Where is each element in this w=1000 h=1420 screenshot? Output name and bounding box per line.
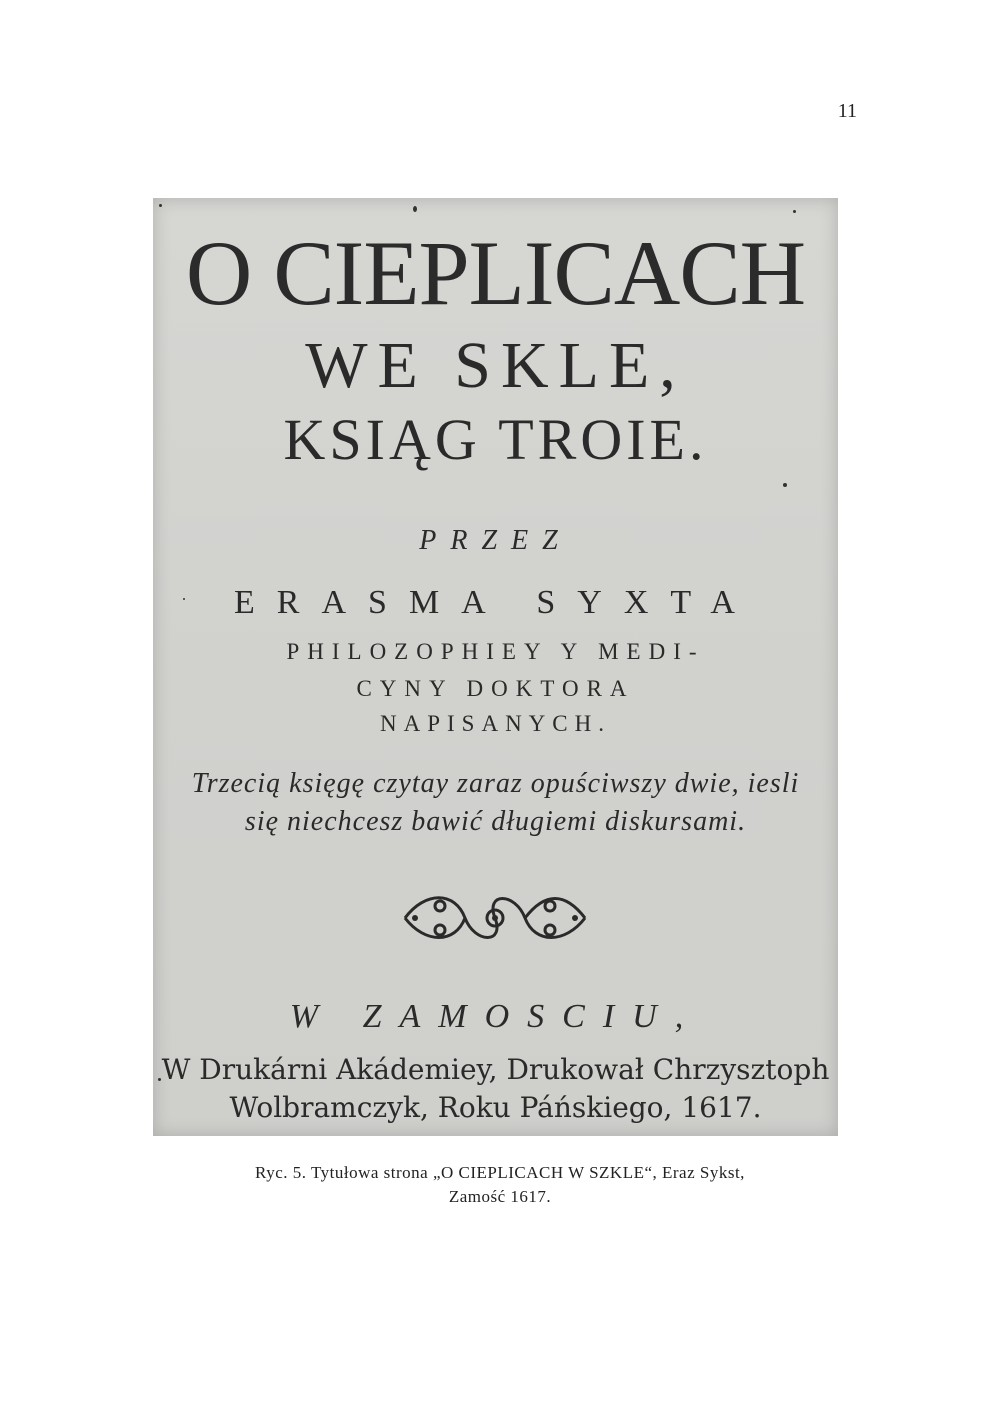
- title-page-plate: [153, 198, 838, 1136]
- plate-place: W ZAMOSCIU,: [289, 998, 702, 1035]
- plate-author-name: ERASMA SYXTA: [234, 584, 757, 621]
- figure-caption-line-1: Ryc. 5. Tytułowa strona „O CIEPLICACH W SZKLE“, Eraz Sykst,: [255, 1163, 745, 1182]
- plate-author-title-2: CYNY DOKTORA: [356, 676, 635, 701]
- plate-note-line-1: Trzecią księgę czytay zaraz opuściwszy dwie, iesli: [191, 768, 800, 799]
- floral-ornament-icon: [395, 886, 595, 950]
- plate-imprint-line-2: Wolbramczyk, Roku Páńskiego, 1617.: [229, 1091, 762, 1124]
- plate-author-intro: PRZEZ: [419, 525, 572, 556]
- plate-imprint-line-1: W Drukárni Akádemiey, Drukował Chrzysztoph: [161, 1053, 830, 1086]
- plate-author-title-1: PHILOZOPHIEY Y MEDI-: [286, 639, 705, 664]
- page-number: 11: [837, 100, 857, 122]
- plate-title-line-2: WE SKLE,: [305, 329, 686, 402]
- plate-title-line-3: KSIĄG TROIE.: [283, 407, 708, 472]
- plate-note-line-2: się niechcesz bawić długiemi diskursami.: [244, 806, 747, 837]
- figure-caption-line-2: Zamość 1617.: [448, 1187, 552, 1206]
- plate-author-title-3: NAPISANYCH.: [380, 711, 611, 736]
- plate-title-line-1: O CIEPLICACH: [185, 222, 806, 324]
